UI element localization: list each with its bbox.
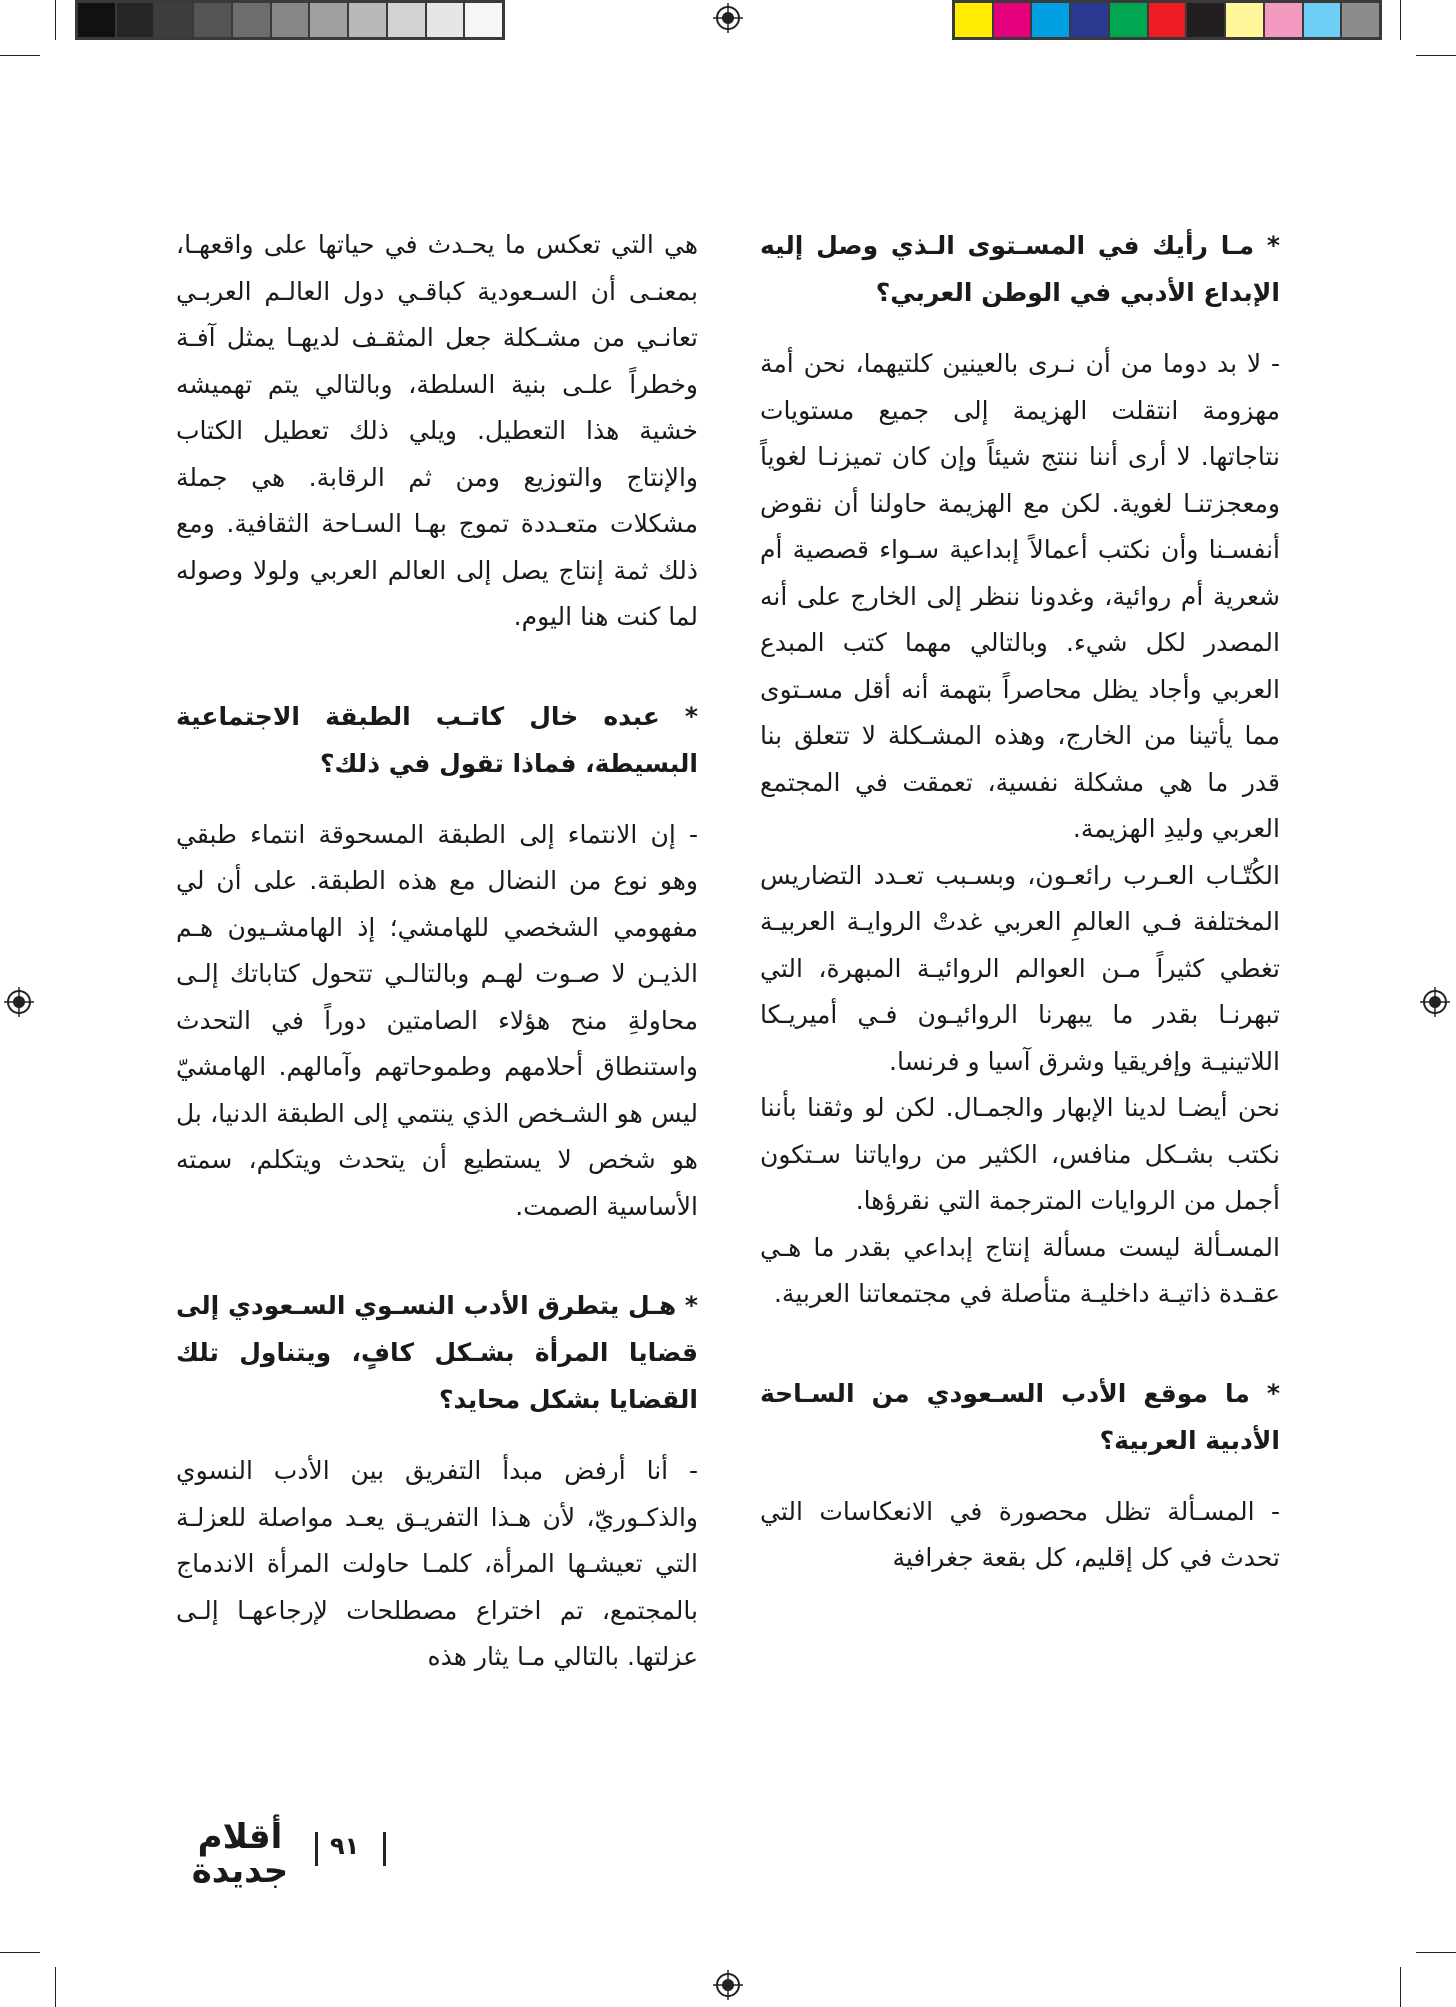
crop-mark — [1400, 1967, 1401, 2007]
color-swatch — [1304, 3, 1343, 37]
footer-divider — [383, 1832, 386, 1866]
crop-mark — [1400, 0, 1401, 40]
grayscale-calibration-bar — [75, 0, 505, 40]
color-swatch — [233, 3, 272, 37]
registration-mark-left — [4, 987, 34, 1017]
color-swatch — [1110, 3, 1149, 37]
color-swatch — [1265, 3, 1304, 37]
answer-paragraph: هي التي تعكس ما يحـدث في حياتها على واقعهـا، بمعنـى أن السـعودية كباقـي دول العالـم العربـي تعانـي من مشـكلة جعل المثقـف لديهـا يمثل آفـة وخطراً علـى بنية السلطة، وبالتالي يتم تهميشه خشية هذا التعطيل. ويلي ذلك تعطيل الكتاب والإنتاج والتوزيع ومن ثم الرقابة. هي جملة مشكلات متعـددة تموج بهـا السـاحة الثقافية. ومع ذلك ثمة إنتاج يصل إلى العالم العربي ولولا وصوله لما كنت هنا اليوم. — [176, 230, 698, 631]
registration-mark-bottom — [713, 1970, 743, 2000]
color-calibration-bar — [952, 0, 1382, 40]
answer-paragraph: نحن أيضـا لدينا الإبهار والجمـال. لكن لو وثقنا بأننا نكتب بشـكل منافس، الكثير من رواياتنا سـتكون أجمل من الروايات المترجمة التي نقرؤها. — [760, 1093, 1280, 1215]
color-swatch — [349, 3, 388, 37]
magazine-logo — [175, 1817, 305, 1891]
logo-line-2: جديدة — [191, 1851, 289, 1891]
answer-paragraph: المسـألة ليست مسألة إنتاج إبداعي بقدر ما هـي عقـدة ذاتيـة داخليـة متأصلة في مجتمعاتنا العربية. — [760, 1232, 1280, 1308]
color-swatch — [1187, 3, 1226, 37]
crop-mark — [55, 1967, 56, 2007]
color-swatch — [272, 3, 311, 37]
color-swatch — [465, 3, 502, 37]
color-swatch — [1032, 3, 1071, 37]
answer-paragraph: - إن الانتماء إلى الطبقة المسحوقة انتماء طبقي وهو نوع من النضال مع هذه الطبقة. على أن لي مفهومي الشخصي للهامشي؛ إذ الهامشـيون هـم الذيـن لا صـوت لهـم وبالتالـي تتحول كتاباتك إلـى محاولةِ منح هؤلاء الصامتين دوراً في التحدث واستنطاق أحلامهم وطموحاتهم وآمالهم. الهامشيّ ليس هو الشـخص الذي ينتمي إلى الطبقة الدنيا، بل هو شخص لا يستطيع أن يتحدث ويتكلم، سمته الأساسية الصمت. — [176, 819, 698, 1221]
registration-mark-right — [1420, 987, 1450, 1017]
page-footer — [175, 1810, 415, 1900]
crop-mark — [55, 0, 56, 40]
color-swatch — [194, 3, 233, 37]
page-number: ٩١ — [330, 1832, 360, 1860]
answer-paragraph: - أنا أرفض مبدأ التفريق بين الأدب النسوي والذكـوريّ، لأن هـذا التفريـق يعـد مواصلة للعزلـة التي تعيشـها المرأة، كلمـا حاولت المرأة الاندماج بالمجتمع، تم اختراع مصطلحات لإرجاعهـا إلـى عزلتها. بالتالي مـا يثار هذه — [176, 1456, 698, 1671]
answer-paragraph: - المسـألة تظل محصورة في الانعكاسات التي تحدث في كل إقليم، كل بقعة جغرافية — [760, 1496, 1280, 1572]
color-swatch — [955, 3, 994, 37]
crop-mark — [0, 55, 40, 56]
question-heading: * مـا رأيك في المسـتوى الـذي وصل إليه الإبداع الأدبي في الوطن العربي؟ — [760, 231, 1280, 307]
article-column-left — [176, 222, 698, 1681]
answer-paragraph: الكُتّـاب العـرب رائعـون، وبسـبب تعـدد التضاريس المختلفة فـي العالمِ العربي غدتْ الروايـة العربيـة تغطي كثيراً مـن العوالم الروائيـة المبهرة، التي تبهرنـا بقدر ما يبهرنا الروائيـون فـي أميريـكا اللاتينيـة وإفريقيا وشرق آسيا و فرنسا. — [760, 860, 1280, 1076]
color-swatch — [427, 3, 466, 37]
question-heading: * عبده خال كاتـب الطبقة الاجتماعية البسيطة، فماذا تقول في ذلك؟ — [176, 701, 698, 778]
color-swatch — [78, 3, 117, 37]
crop-mark — [1416, 55, 1456, 56]
color-swatch — [1342, 3, 1379, 37]
logo-line-1: أقلام — [197, 1817, 283, 1857]
crop-mark — [0, 1952, 40, 1953]
question-heading: * ما موقع الأدب السـعودي من السـاحة الأدبية العربية؟ — [760, 1378, 1280, 1455]
color-swatch — [310, 3, 349, 37]
color-swatch — [1226, 3, 1265, 37]
color-swatch — [1149, 3, 1188, 37]
color-swatch — [117, 3, 156, 37]
article-column-right — [760, 222, 1280, 1582]
crop-mark — [1416, 1952, 1456, 1953]
color-swatch — [155, 3, 194, 37]
color-swatch — [1071, 3, 1110, 37]
footer-divider — [315, 1832, 318, 1866]
color-swatch — [388, 3, 427, 37]
color-swatch — [994, 3, 1033, 37]
registration-mark-top — [713, 3, 743, 33]
question-heading: * هـل يتطرق الأدب النسـوي السـعودي إلى قضايا المرأة بشـكل كافٍ، ويتناول تلك القضايا بشكل محايد؟ — [176, 1291, 698, 1414]
answer-paragraph: - لا بد دوما من أن نـرى بالعينين كلتيهما، نحن أمة مهزومة انتقلت الهزيمة إلى جميع مستويات نتاجاتها. لا أرى أننا ننتج شيئاً وإن كان تميزنـا لغوياً ومعجزتنـا لغوية. لكن مع الهزيمة حاولنا أن نقوض أنفسـنا وأن نكتب أعمالاً إبداعية سـواء قصصية أم شعرية أم روائية، وغدونا ننظر إلى الخارج على أنه المصدر لكل شيء. وبالتالي مهما كتب المبدع العربي وأجاد يظل محاصراً بتهمة أنه أقل مسـتوى مما يأتينا من الخارج، وهذه المشـكلة لا تتعلق بنا قدر ما هي مشكلة نفسية، تعمقت في المجتمع العربي وليدِ الهزيمة. — [760, 349, 1280, 843]
